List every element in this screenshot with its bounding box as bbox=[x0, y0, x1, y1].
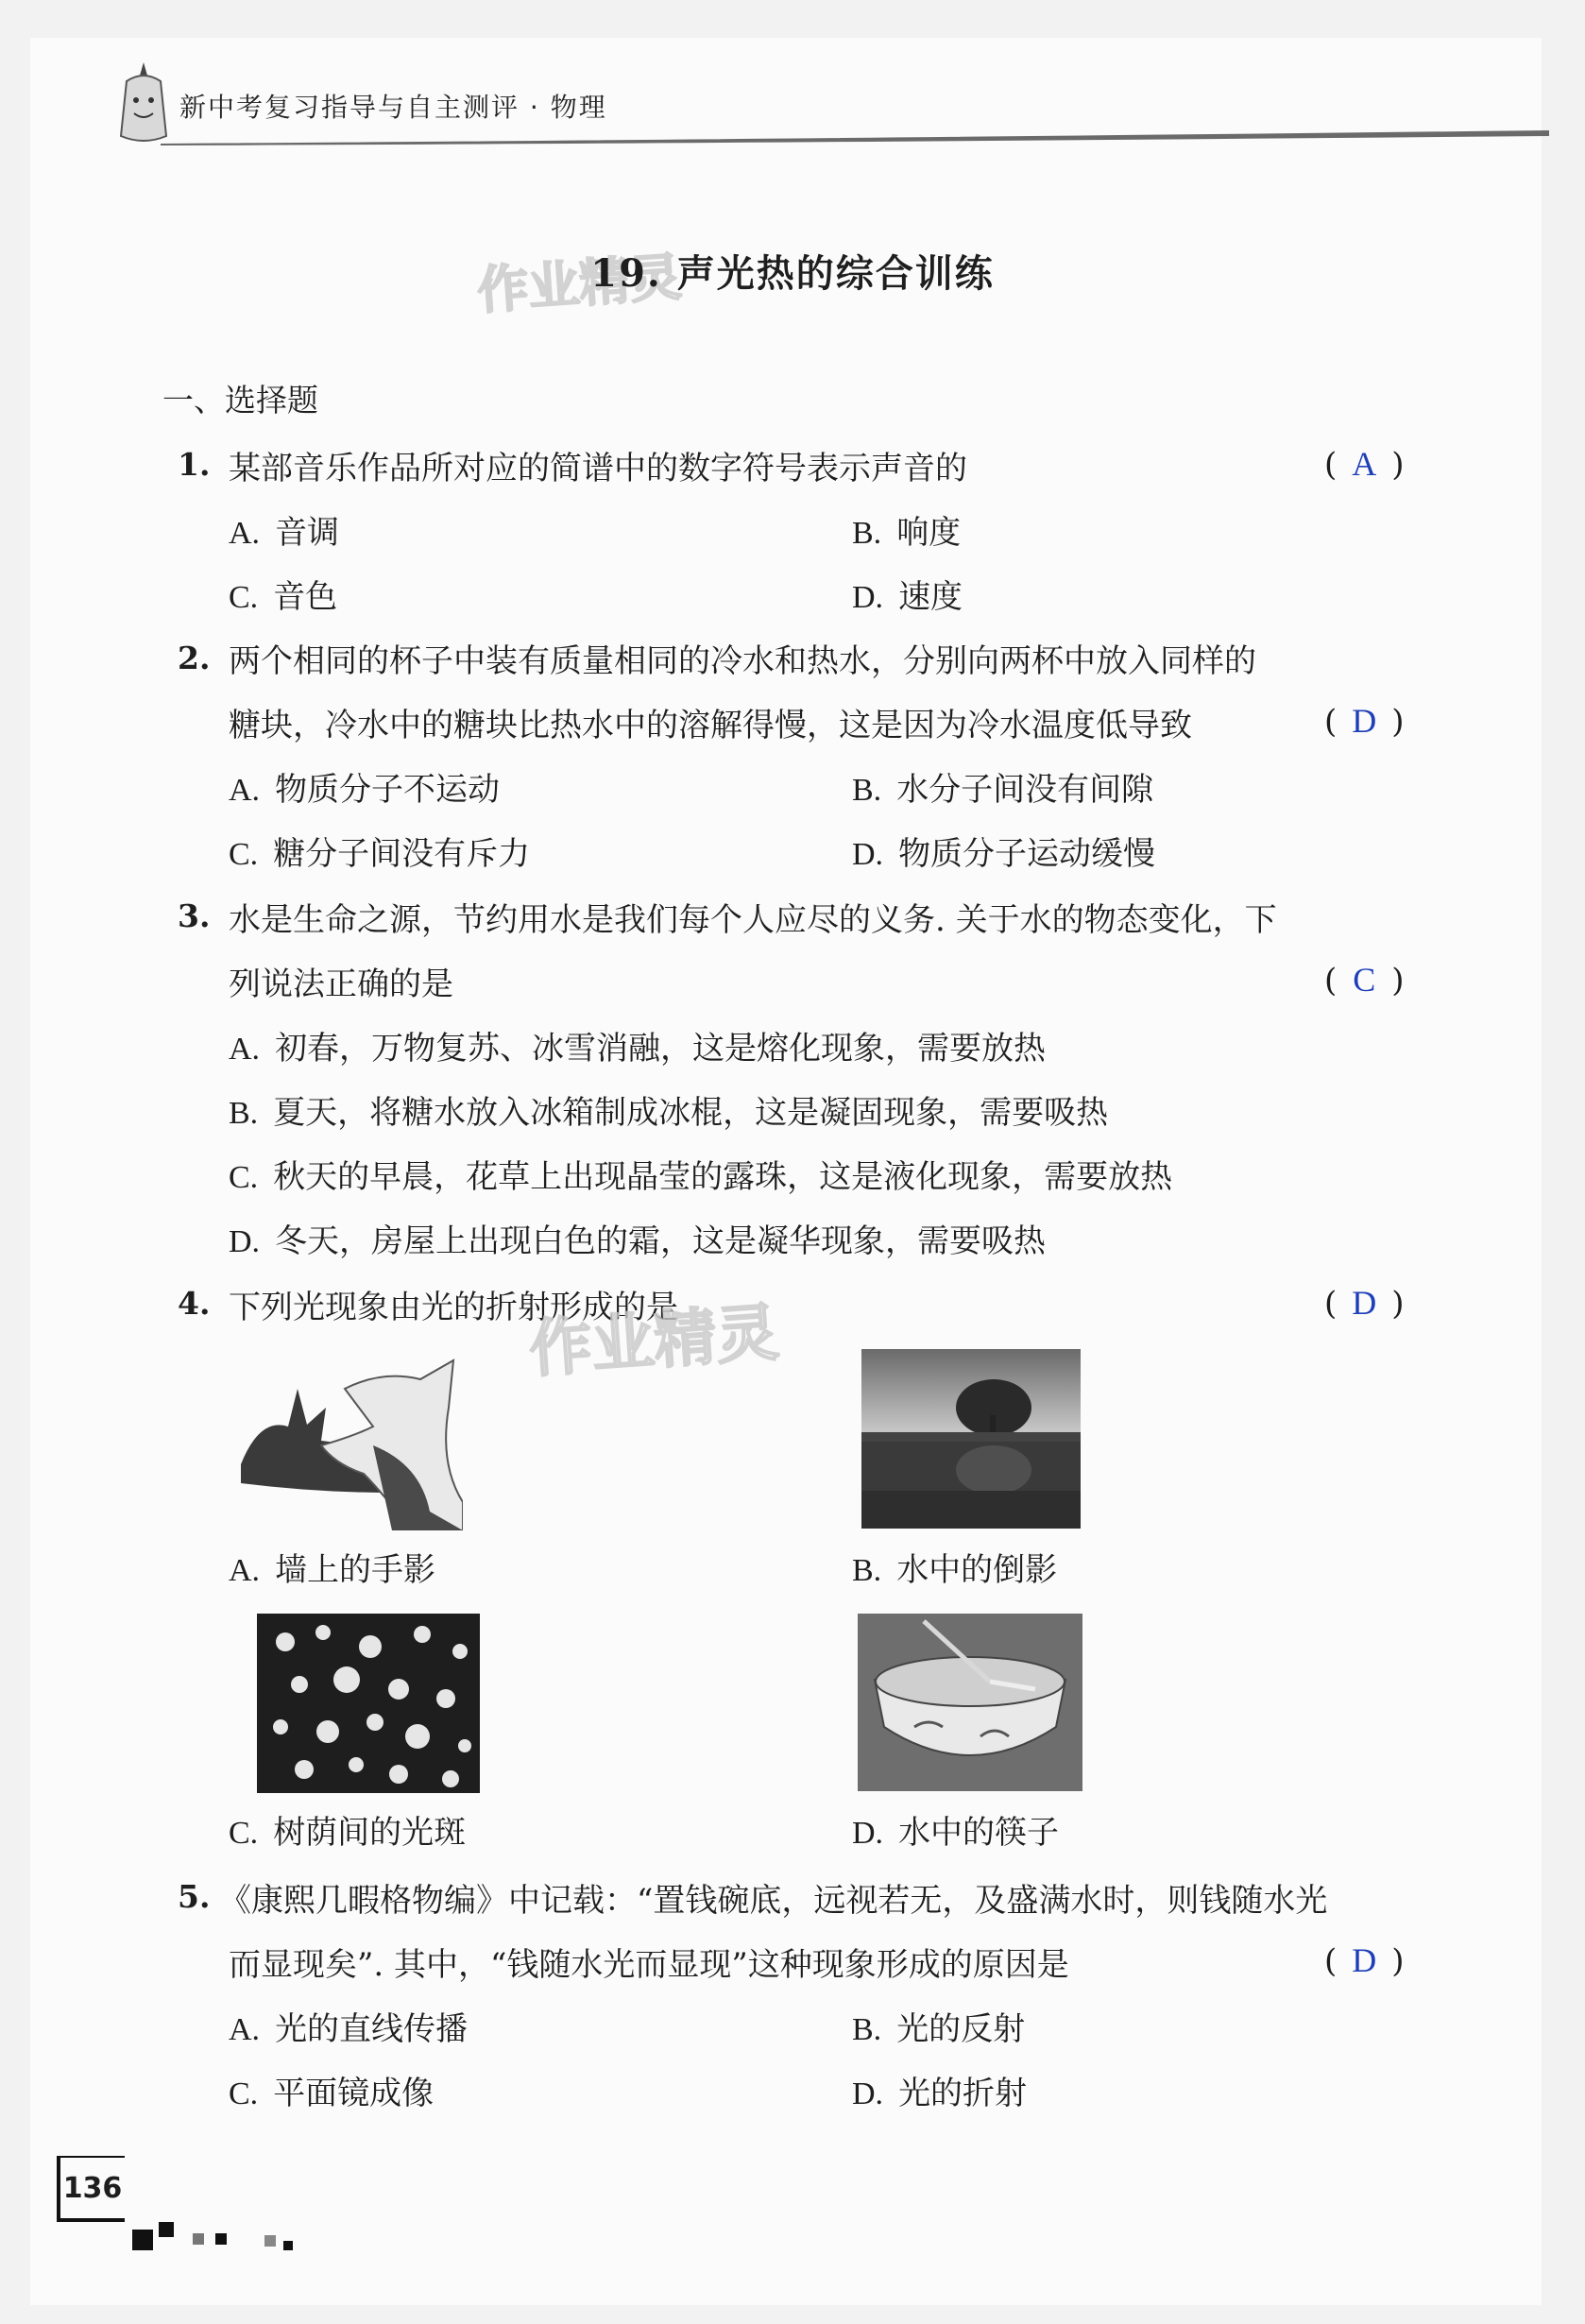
answer-value: C bbox=[1353, 961, 1376, 999]
header-rule bbox=[161, 128, 1549, 145]
answer-value: D bbox=[1352, 1284, 1377, 1322]
answer-bracket: ( D ) bbox=[1324, 1941, 1405, 1980]
option: A. 物质分子不运动 bbox=[229, 771, 501, 809]
question-number: 5. bbox=[178, 1878, 211, 1915]
option: A. 音调 bbox=[229, 514, 340, 552]
option: C. 秋天的早晨，花草上出现晶莹的露珠，这是液化现象，需要放热 bbox=[229, 1158, 1173, 1196]
question-text: 水是生命之源，节约用水是我们每个人应尽的义务. 关于水的物态变化，下 bbox=[229, 901, 1277, 939]
option: D. 物质分子运动缓慢 bbox=[852, 835, 1156, 873]
answer-value: D bbox=[1352, 702, 1377, 740]
decor-square bbox=[132, 2230, 153, 2250]
page-header bbox=[113, 38, 1549, 151]
answer-value: A bbox=[1352, 445, 1377, 483]
option: C. 音色 bbox=[229, 578, 338, 616]
page-title: 19. 声光热的综合训练 bbox=[590, 251, 995, 296]
question-text: 糖块，冷水中的糖块比热水中的溶解得慢，这是因为冷水温度低导致 bbox=[229, 707, 1192, 744]
option: B. 光的反射 bbox=[852, 2010, 1026, 2048]
hand-shadow-image bbox=[231, 1351, 463, 1530]
answer-bracket: ( C ) bbox=[1324, 961, 1405, 1000]
question-text: 两个相同的杯子中装有质量相同的冷水和热水，分别向两杯中放入同样的 bbox=[229, 642, 1256, 680]
option: D. 光的折射 bbox=[852, 2075, 1028, 2112]
option: B. 水中的倒影 bbox=[852, 1551, 1058, 1589]
decor-square bbox=[159, 2222, 174, 2237]
question-text: 下列光现象由光的折射形成的是 bbox=[229, 1289, 678, 1326]
watermark: 作业精灵 bbox=[475, 247, 684, 321]
decor-square bbox=[283, 2241, 293, 2250]
light-spots-image bbox=[257, 1614, 480, 1793]
answer-bracket: ( D ) bbox=[1324, 702, 1405, 741]
question-number: 4. bbox=[178, 1285, 211, 1322]
option: D. 冬天，房屋上出现白色的霜，这是凝华现象，需要吸热 bbox=[229, 1222, 1047, 1260]
watermark: 作业精灵 bbox=[527, 1295, 781, 1387]
question-number: 2. bbox=[178, 640, 211, 676]
water-reflection-image bbox=[861, 1349, 1081, 1529]
decor-square bbox=[215, 2233, 227, 2245]
decor-square bbox=[193, 2233, 204, 2245]
chopstick-bowl-image bbox=[858, 1614, 1082, 1791]
question-number: 1. bbox=[178, 446, 211, 483]
option: C. 树荫间的光斑 bbox=[229, 1814, 467, 1852]
question-number: 3. bbox=[178, 897, 211, 934]
option: A. 光的直线传播 bbox=[229, 2010, 469, 2048]
answer-bracket: ( A ) bbox=[1324, 445, 1405, 484]
option: D. 速度 bbox=[852, 578, 963, 616]
series-title: 新中考复习指导与自主测评 · 物理 bbox=[179, 92, 607, 123]
page-number: 136 bbox=[57, 2156, 125, 2222]
section-heading: 一、选择题 bbox=[162, 382, 318, 419]
option: B. 夏天，将糖水放入冰箱制成冰棍，这是凝固现象，需要吸热 bbox=[229, 1094, 1109, 1132]
option: B. 水分子间没有间隙 bbox=[852, 771, 1154, 809]
option: C. 糖分子间没有斥力 bbox=[229, 835, 531, 873]
decor-square bbox=[264, 2235, 276, 2247]
option: A. 墙上的手影 bbox=[229, 1551, 436, 1589]
question-text: 某部音乐作品所对应的简谱中的数字符号表示声音的 bbox=[229, 450, 967, 487]
question-text: 《康熙几暇格物编》中记载：“置钱碗底，远视若无，及盛满水时，则钱随水光 bbox=[219, 1882, 1328, 1920]
answer-value: D bbox=[1352, 1941, 1377, 1979]
option: B. 响度 bbox=[852, 514, 962, 552]
answer-bracket: ( D ) bbox=[1324, 1284, 1405, 1323]
question-text: 列说法正确的是 bbox=[229, 965, 453, 1003]
option: D. 水中的筷子 bbox=[852, 1814, 1060, 1852]
option: C. 平面镜成像 bbox=[229, 2075, 435, 2112]
option: A. 初春，万物复苏、冰雪消融，这是熔化现象，需要放热 bbox=[229, 1030, 1047, 1068]
question-text: 而显现矣”. 其中，“钱随水光而显现”这种现象形成的原因是 bbox=[229, 1946, 1069, 1984]
